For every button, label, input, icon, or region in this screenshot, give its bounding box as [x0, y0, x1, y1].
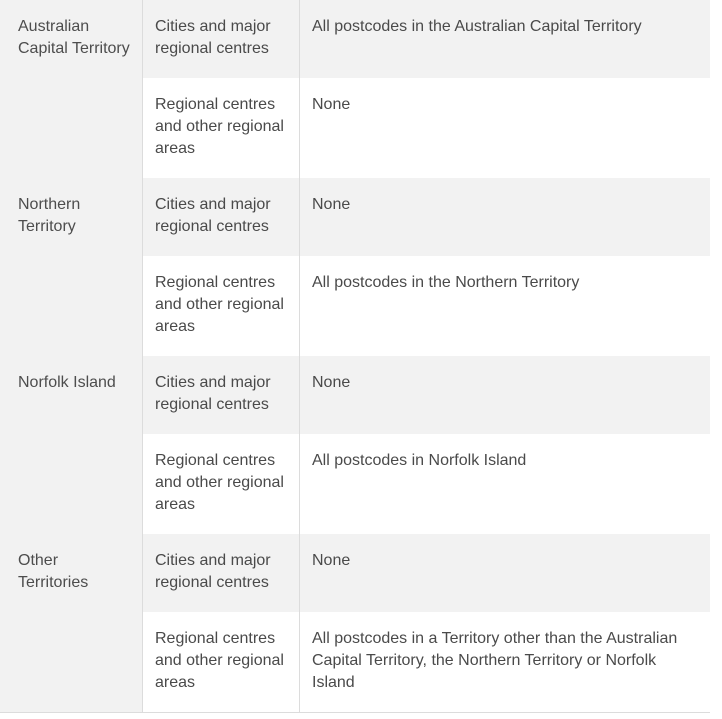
region-cell: Cities and major regional centres: [143, 0, 300, 78]
postcodes-cell: All postcodes in the Australian Capital Territory: [312, 18, 642, 35]
territory-name: Norfolk Island: [0, 356, 143, 534]
region-cell: Regional centres and other regional areas: [143, 612, 300, 712]
territory-group-nt: [0, 178, 710, 356]
region-cell: Cities and major regional centres: [143, 356, 300, 434]
territory-name: Other Territories: [0, 534, 143, 712]
region-cell: Regional centres and other regional areas: [143, 78, 300, 178]
territory-rows: [143, 0, 710, 178]
postcodes-cell: None: [312, 374, 351, 391]
table-bottom-border: [0, 712, 710, 713]
table-row: [143, 534, 710, 612]
region-cell: Regional centres and other regional areas: [143, 434, 300, 534]
postcodes-cell: All postcodes in a Territory other than the Australian Capital Territory, the Northern Territory or Norfolk Island: [312, 630, 678, 691]
region-cell: Cities and major regional centres: [143, 178, 300, 256]
territory-group-norfolk: [0, 356, 710, 534]
table-row: [143, 612, 710, 712]
postcodes-cell: None: [312, 552, 351, 569]
table-row: [143, 356, 710, 434]
postcodes-cell: All postcodes in the Northern Territory: [312, 274, 580, 291]
table-row: [143, 434, 710, 534]
territory-name: Australian Capital Territory: [0, 0, 143, 178]
table-row: [143, 178, 710, 256]
table-row: [143, 256, 710, 356]
region-cell: Regional centres and other regional areas: [143, 256, 300, 356]
territory-rows: [143, 178, 710, 356]
territory-group-other: [0, 534, 710, 712]
region-cell: Cities and major regional centres: [143, 534, 300, 612]
territory-rows: [143, 534, 710, 712]
postcodes-cell: All postcodes in Norfolk Island: [312, 452, 527, 469]
postcodes-cell: None: [312, 96, 351, 113]
postcodes-cell: None: [312, 196, 351, 213]
territory-name: Northern Territory: [0, 178, 143, 356]
table-row: [143, 0, 710, 78]
territory-group-act: [0, 0, 710, 178]
table-row: [143, 78, 710, 178]
territory-rows: [143, 356, 710, 534]
